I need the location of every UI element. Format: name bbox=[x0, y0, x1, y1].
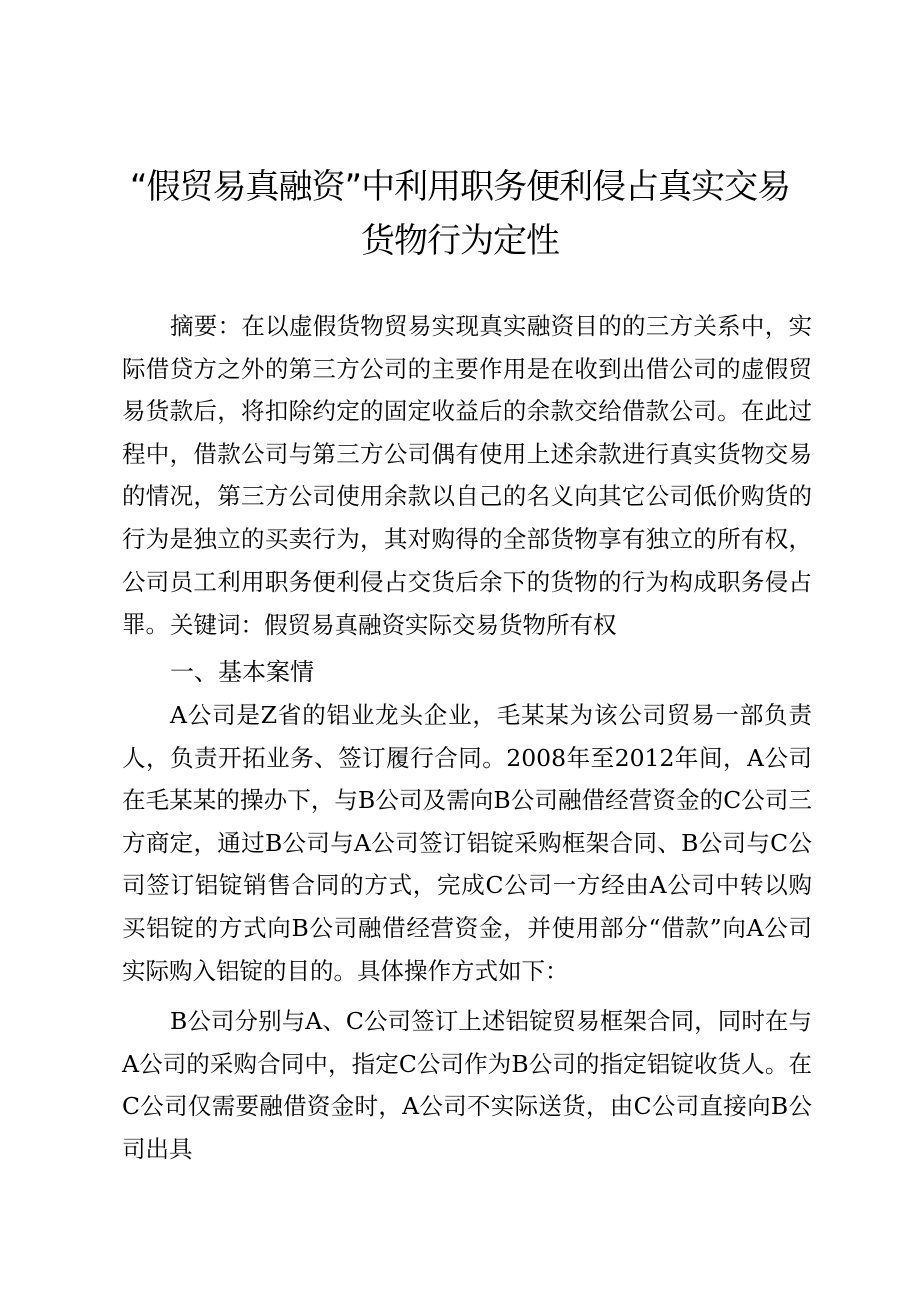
section-heading-basic-facts: 一、基本案情 bbox=[170, 658, 314, 686]
document-title-line1: “假贸易真融资”中利用职务便利侵占真实交易 bbox=[129, 167, 791, 207]
document-title-line2: 货物行为定性 bbox=[361, 221, 559, 261]
case-paragraph-2: B公司分别与A、C公司签订上述铝锭贸易框架合同，同时在与A公司的采购合同中，指定C公司作为B公司的指定铝锭收货人。在C公司仅需要融借资金时，A公司不实际送货，由C公司直接向B公司出具 bbox=[122, 1007, 812, 1163]
abstract-paragraph: 摘要：在以虚假货物贸易实现真实融资目的的三方关系中，实际借贷方之外的第三方公司的主要作用是在收到出借公司的虚假贸易货款后，将扣除约定的固定收益后的余款交给借款公司。在此过程中，借款公司与第三方公司偶有使用上述余款进行真实货物交易的情况，第三方公司使用余款以自己的名义向其它公司低价购货的行为是独立的买卖行为，其对购得的全部货物享有独立的所有权，公司员工利用职务便利侵占交货后余下的货物的行为构成职务侵占罪。 bbox=[122, 312, 812, 639]
case-paragraph-1: A公司是Z省的铝业龙头企业，毛某某为该公司贸易一部负责人，负责开拓业务、签订履行合同。2008年至2012年间，A公司在毛某某的操办下，与B公司及需向B公司融借经营资金的C公司三方商定，通过B公司与A公司签订铝锭采购框架合同、B公司与C公司签订铝锭销售合同的方式，完成C公司一方经由A公司中转以购买铝锭的方式向B公司融借经营资金，并使用部分“借款”向A公司实际购入铝锭的目的。具体操作方式如下： bbox=[122, 701, 812, 985]
keywords-line: 关键词：假贸易真融资实际交易货物所有权 bbox=[170, 611, 617, 639]
